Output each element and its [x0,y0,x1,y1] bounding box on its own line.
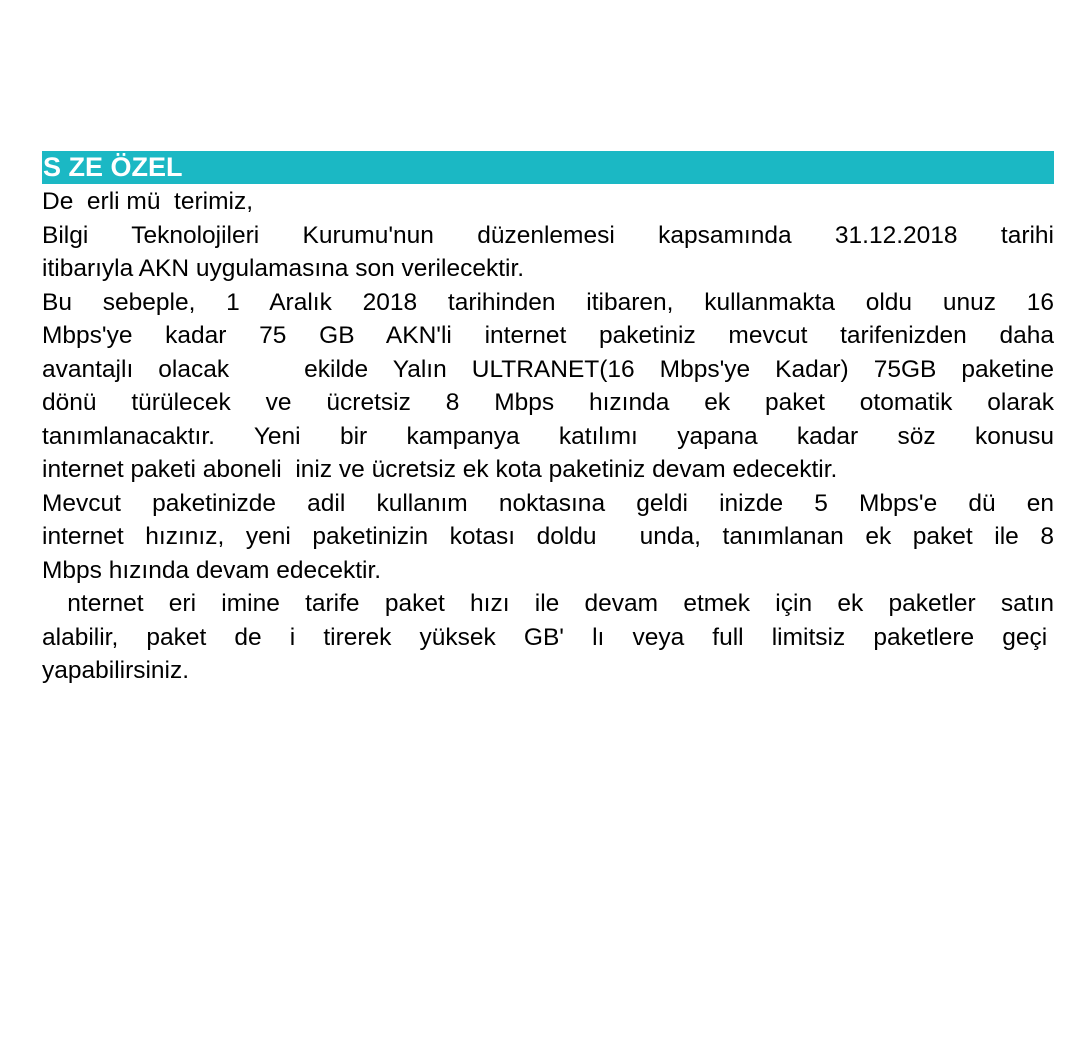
paragraph-line: internet paketi aboneli iniz ve ücretsiz ek kota paketiniz devam edecektir. [42,456,838,483]
paragraph-upgrade-options [42,587,1054,688]
paragraph-line: nternet eri imine tarife paket hızı ile devam etmek için ek paketler satın [42,590,1054,617]
section-header: S ZE ÖZEL [42,151,1054,184]
paragraph-line: itibarıyla AKN uygulamasına son verilecektir. [42,255,525,282]
paragraph-package-change [42,286,1054,487]
paragraph-line: Bilgi Teknolojileri Kurumu'nun düzenlemesi kapsamında 31.12.2018 tarihi [42,221,1054,249]
paragraph-line: internet hızınız, yeni paketinizin kotası doldu unda, tanımlanan ek paket ile 8 [42,523,1054,550]
paragraph-line: alabilir, paket de i tirerek yüksek GB' lı veya full limitsiz paketlere geçi [42,623,1054,651]
paragraph-line: avantajlı olacak ekilde Yalın ULTRANET(16 Mbps'ye Kadar) 75GB paketine [42,355,1054,383]
letter-document [42,151,1054,688]
paragraph-fair-use [42,487,1054,588]
paragraph-akn-notice [42,219,1054,286]
paragraph-line: dönü türülecek ve ücretsiz 8 Mbps hızında ek paket otomatik olarak [42,389,1054,416]
paragraph-line: tanımlanacaktır. Yeni bir kampanya katılımı yapana kadar söz konusu [42,422,1054,450]
paragraph-line: yapabilirsiniz. [42,657,190,684]
greeting-line: De erli mü terimiz, [42,188,254,215]
paragraph-line: Mbps'ye kadar 75 GB AKN'li internet paketiniz mevcut tarifenizden daha [42,322,1054,349]
paragraph-line: Mevcut paketinizde adil kullanım noktasına geldi inizde 5 Mbps'e dü en [42,489,1054,517]
paragraph-line: Bu sebeple, 1 Aralık 2018 tarihinden itibaren, kullanmakta oldu unuz 16 [42,288,1054,316]
paragraph-line: Mbps hızında devam edecektir. [42,556,382,584]
